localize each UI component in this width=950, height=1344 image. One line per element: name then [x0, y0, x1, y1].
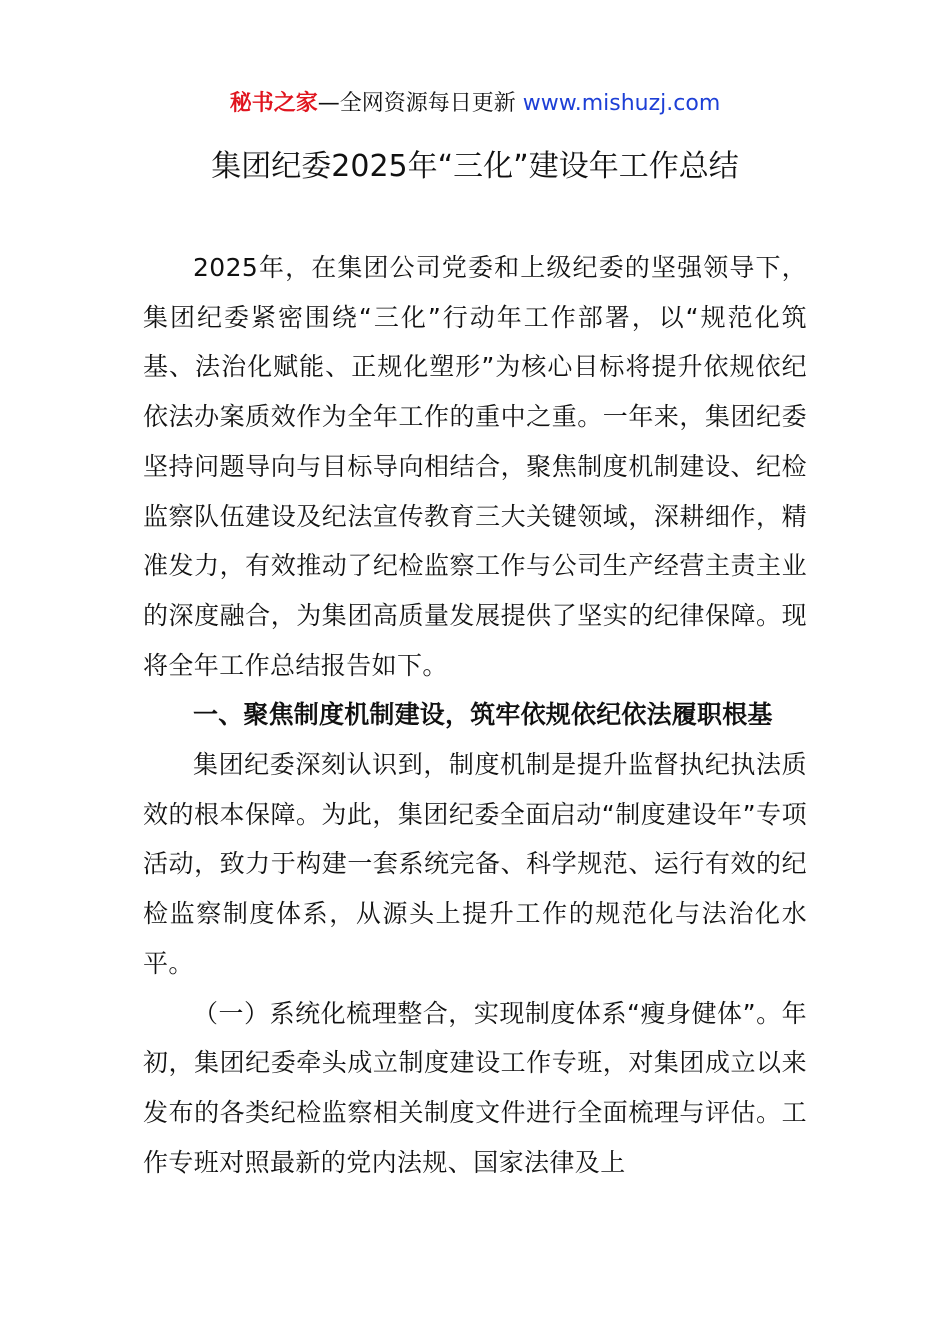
section-heading: 一、聚焦制度机制建设，筑牢依规依纪依法履职根基: [193, 700, 773, 730]
subsection-paragraph: （一）系统化梳理整合，实现制度体系“瘦身健体”。年初，集团纪委牵头成立制度建设工作专班，对集团成立以来发布的各类纪检监察相关制度文件进行全面梳理与评估。工作专班对照最新的党内法规、国家法律及上: [143, 998, 807, 1177]
header-tagline: —全网资源每日更新: [317, 91, 516, 116]
site-url-link[interactable]: www.mishuzj.com: [522, 91, 721, 116]
site-header: [0, 88, 950, 120]
brand-name: 秘书之家: [229, 91, 318, 116]
document-title: 集团纪委2025年“三化”建设年工作总结: [211, 149, 739, 184]
intro-paragraph: 2025年，在集团公司党委和上级纪委的坚强领导下，集团纪委紧密围绕“三化”行动年工作部署，以“规范化筑基、法治化赋能、正规化塑形”为核心目标将提升依规依纪依法办案质效作为全年工作的重中之重。一年来，集团纪委坚持问题导向与目标导向相结合，聚焦制度机制建设、纪检监察队伍建设及纪法宣传教育三大关键领域，深耕细作，精准发力，有效推动了纪检监察工作与公司生产经营主责主业的深度融合，为集团高质量发展提供了坚实的纪律保障。现将全年工作总结报告如下。: [143, 253, 807, 680]
document-body: [143, 243, 807, 1187]
section-paragraph: 集团纪委深刻认识到，制度机制是提升监督执纪执法质效的根本保障。为此，集团纪委全面启动“制度建设年”专项活动，致力于构建一套系统完备、科学规范、运行有效的纪检监察制度体系，从源头上提升工作的规范化与法治化水平。: [143, 750, 807, 978]
